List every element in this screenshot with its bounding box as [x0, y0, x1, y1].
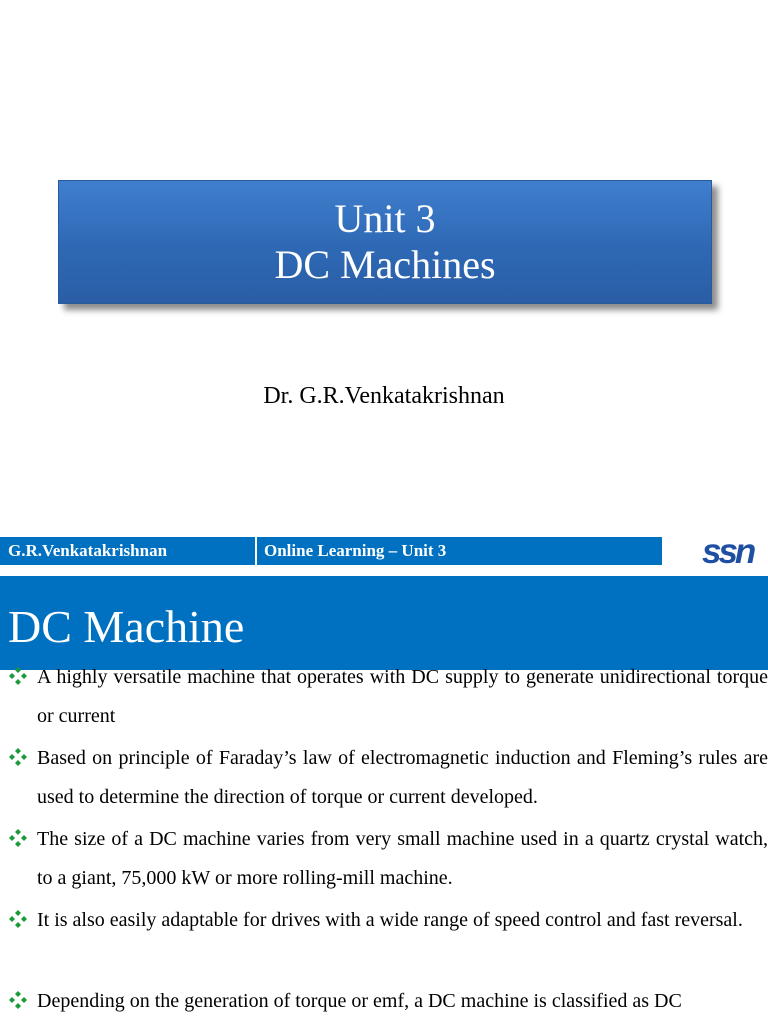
- four-diamond-bullet-icon: [8, 990, 28, 1010]
- slide2-title: DC Machine: [8, 601, 245, 652]
- bullet-text: A highly versatile machine that operates with DC supply to generate unidirectional torque or current: [37, 666, 768, 727]
- slide-title-line2: DC Machines: [274, 242, 496, 287]
- bullet-text: Based on principle of Faraday’s law of electromagnetic induction and Fleming’s rules are used to determine the direction of torque or current developed.: [37, 747, 768, 808]
- four-diamond-bullet-icon: [8, 666, 28, 686]
- slide-title-line1: Unit 3: [334, 196, 436, 241]
- footer-course: Online Learning – Unit 3: [257, 537, 662, 565]
- author-name: Dr. G.R.Venkatakrishnan: [263, 383, 505, 409]
- four-diamond-bullet-icon: [8, 909, 28, 929]
- ssn-logo: [700, 532, 768, 570]
- bullet-text: Depending on the generation of torque or emf, a DC machine is classified as DC: [37, 990, 682, 1012]
- bullet-text: It is also easily adaptable for drives with a wide range of speed control and fast reversal.: [37, 909, 743, 931]
- four-diamond-bullet-icon: [8, 828, 28, 848]
- four-diamond-bullet-icon: [8, 747, 28, 767]
- ssn-logo-text: ssn: [702, 532, 754, 570]
- bullet-text: The size of a DC machine varies from very small machine used in a quartz crystal watch, to a giant, 75,000 kW or more rolling-mill machine.: [37, 828, 768, 889]
- slide-title-box: [58, 180, 712, 304]
- footer-author: G.R.Venkatakrishnan: [0, 537, 255, 565]
